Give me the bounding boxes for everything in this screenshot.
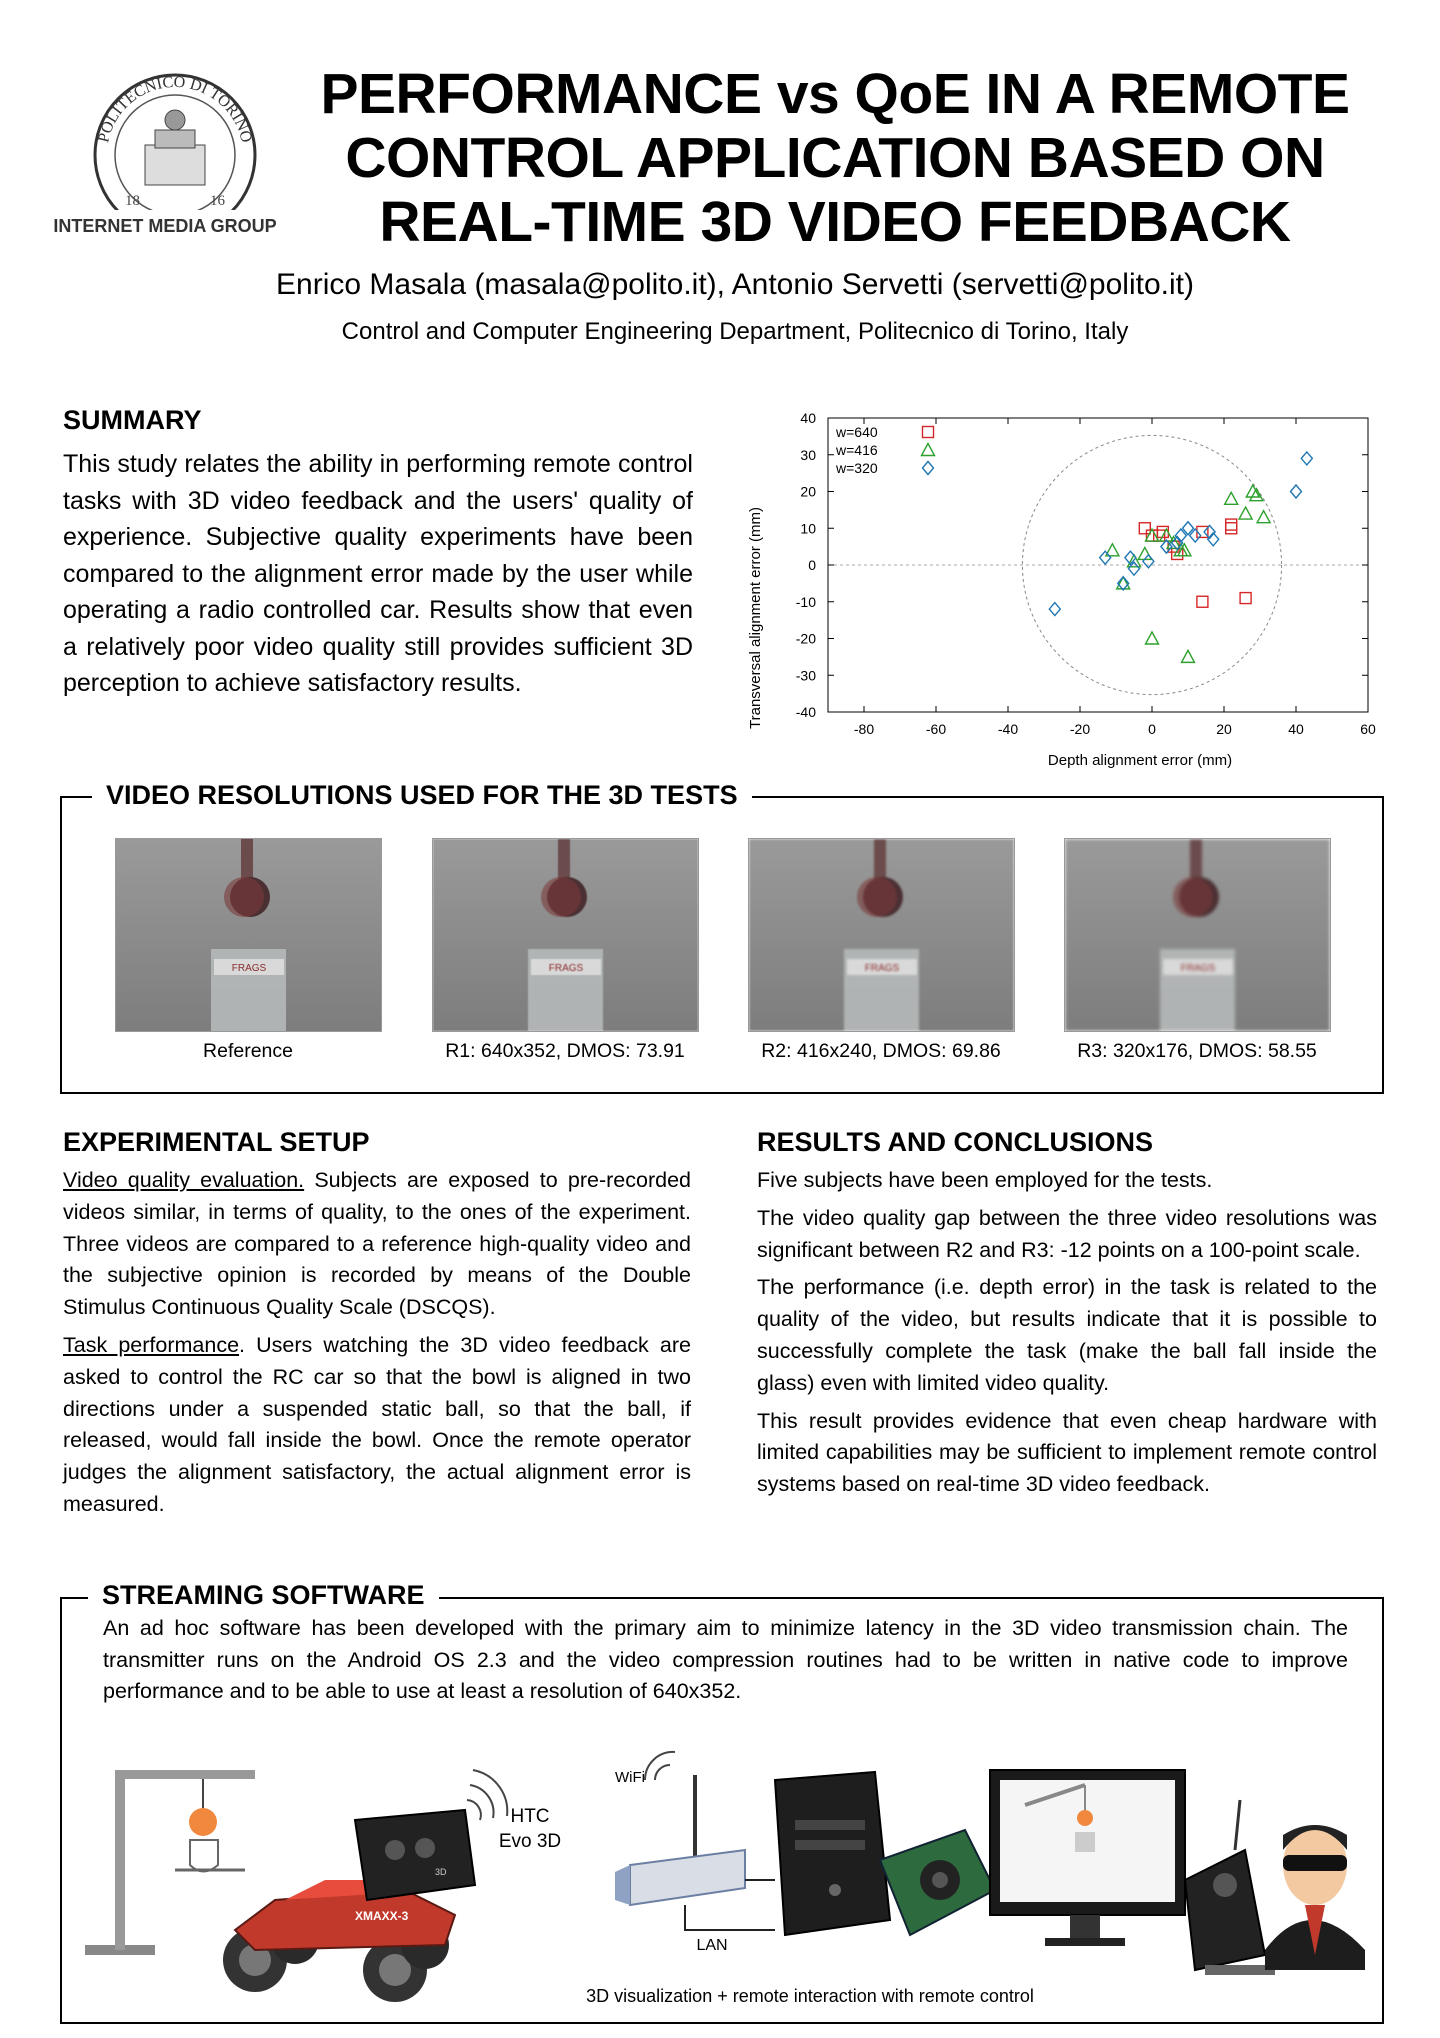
system-illustration xyxy=(75,1740,1370,2015)
x-tick-label: -80 xyxy=(853,721,875,737)
x-tick-label: -60 xyxy=(925,721,947,737)
svg-text:POLITECNICO DI TORINO: POLITECNICO DI TORINO xyxy=(95,73,255,145)
poster-title: PERFORMANCE vs QoE IN A REMOTE CONTROL APPLICATION BASED ON REAL-TIME 3D VIDEO FEEDBACK xyxy=(320,62,1350,254)
wifi-router-icon xyxy=(615,1775,745,1905)
y-tick-label: -10 xyxy=(795,593,816,610)
legend-marker xyxy=(922,444,935,456)
data-point-diamond xyxy=(1143,555,1154,568)
resolution-caption: R3: 320x176, DMOS: 58.55 xyxy=(1077,1040,1317,1062)
y-tick-label: 30 xyxy=(800,446,816,463)
data-point-triangle xyxy=(1146,632,1159,644)
y-tick-label: -20 xyxy=(795,630,816,647)
resolution-caption: R1: 640x352, DMOS: 73.91 xyxy=(445,1040,685,1062)
svg-text:INTERNET MEDIA GROUP: INTERNET MEDIA GROUP xyxy=(53,216,277,236)
y-tick-label: 40 xyxy=(800,410,816,426)
graphics-card-icon xyxy=(880,1830,995,1935)
x-tick-label: 40 xyxy=(1288,721,1304,737)
visualization-caption: 3D visualization + remote interaction with remote control xyxy=(586,1986,1034,2006)
remote-controller-icon xyxy=(1185,1800,1275,1975)
phone-icon xyxy=(355,1810,475,1900)
rc-car-icon xyxy=(223,1880,455,2002)
video-resolutions-heading: VIDEO RESOLUTIONS USED FOR THE 3D TESTS xyxy=(92,780,752,811)
monitor-icon xyxy=(990,1770,1185,1946)
data-point-diamond xyxy=(1291,485,1302,498)
alignment-error-chart xyxy=(740,400,1400,780)
pc-tower-icon xyxy=(775,1772,890,1935)
data-point-square xyxy=(1240,593,1251,604)
y-axis-label: Transversal alignment error (mm) xyxy=(747,507,764,729)
x-tick-label: -20 xyxy=(1069,721,1091,737)
data-point-triangle xyxy=(1239,507,1252,519)
data-point-diamond xyxy=(1100,551,1111,564)
data-point-square xyxy=(1139,523,1150,534)
legend-label: w=320 xyxy=(836,460,878,476)
legend-label: w=416 xyxy=(836,442,878,458)
data-point-square xyxy=(1197,526,1208,537)
svg-text:16: 16 xyxy=(210,193,225,209)
data-point-triangle xyxy=(1138,547,1151,559)
resolution-caption: R2: 416x240, DMOS: 69.86 xyxy=(761,1040,1001,1062)
phone-wifi-waves-icon xyxy=(467,1770,507,1820)
authors: Enrico Masala (masala@polito.it), Antonio Servetti (servetti@polito.it) xyxy=(276,268,1194,301)
streaming-software-text: An ad hoc software has been developed with the primary aim to minimize latency in the 3D video transmission chain. The transmitter runs on the Android OS 2.3 and the video compression routines had to be written in native code to improve performance and to be able to use at least a resolution of 640x352. xyxy=(103,1616,1348,1703)
results-heading: RESULTS AND CONCLUSIONS xyxy=(757,1127,1154,1157)
y-tick-label: 0 xyxy=(808,557,816,573)
y-tick-label: -40 xyxy=(795,704,816,720)
institution-logo xyxy=(45,70,285,250)
results-text: Five subjects have been employed for the tests. The video quality gap between the three video resolutions was significant between R2 and R3: -12 points on a 100-point scale. The performance (i.e. depth error) in the task is related to the quality of the video, but results indicate that it is possible to successfully complete the task (make the ball fall inside the glass) even with limited video quality. This result provides evidence that even cheap hardware with limited capabilities may be sufficient to implement remote control systems based on real-time 3D video feedback. xyxy=(757,1168,1377,1497)
summary-text: This study relates the ability in performing remote control tasks with 3D video feedback and the users' quality of experience. Subjective quality experiments have been compared to the alignment error made by the user while operating a radio controlled car. Results show that even a relatively poor video quality still provides sufficient 3D perception to achieve satisfactory results. xyxy=(63,450,693,697)
x-tick-label: 60 xyxy=(1360,721,1376,737)
experimental-setup-heading: EXPERIMENTAL SETUP xyxy=(63,1127,370,1157)
y-tick-label: 10 xyxy=(800,520,816,537)
experimental-setup-text: Video quality evaluation. Subjects are exposed to pre-recorded videos similar, in terms of quality, to the ones of the experiment. Three videos are compared to a reference high-quality video and the subjective opinion is recorded by means of the Double Stimulus Continuous Quality Scale (DSCQS). Task performance. Users watching the 3D video feedback are asked to control the RC car so that the bowl is aligned in two directions under a suspended static ball, so that the ball, if released, would fall inside the bowl. Once the remote operator judges the alignment satisfactory, the actual alignment error is measured. xyxy=(63,1168,691,1516)
phone-label: HTC xyxy=(510,1806,550,1827)
resolution-caption: Reference xyxy=(203,1040,293,1062)
summary-heading: SUMMARY xyxy=(63,405,202,435)
router-wifi-waves-icon xyxy=(645,1752,675,1780)
video-frame-thumbnail xyxy=(1064,838,1331,1032)
phone-model-label: Evo 3D xyxy=(498,1831,562,1852)
bottle-label: FRAGS xyxy=(1180,963,1216,974)
legend-marker xyxy=(923,427,934,438)
svg-text:XMAXX-3: XMAXX-3 xyxy=(355,1909,409,1923)
x-tick-label: 20 xyxy=(1216,721,1232,737)
data-point-triangle xyxy=(1225,492,1238,504)
legend-label: w=640 xyxy=(836,424,878,440)
video-frame-thumbnail xyxy=(748,838,1015,1032)
bottle-label: FRAGS xyxy=(864,963,900,974)
data-point-triangle xyxy=(1182,650,1195,662)
lan-label: LAN xyxy=(696,1937,728,1954)
bottle-label: FRAGS xyxy=(548,963,584,974)
svg-text:3D: 3D xyxy=(435,1867,447,1877)
data-point-triangle xyxy=(1146,529,1159,541)
wifi-label: WiFi xyxy=(615,1769,645,1786)
video-frame-thumbnail xyxy=(432,838,699,1032)
data-point-square xyxy=(1197,596,1208,607)
x-tick-label: -40 xyxy=(997,721,1019,737)
streaming-software-heading: STREAMING SOFTWARE xyxy=(88,1580,439,1611)
data-point-triangle xyxy=(1257,511,1270,523)
data-point-diamond xyxy=(1301,452,1312,465)
x-tick-label: 0 xyxy=(1148,721,1156,737)
video-frame-thumbnail xyxy=(115,838,382,1032)
data-point-square xyxy=(1226,519,1237,530)
data-point-square xyxy=(1226,523,1237,534)
ball-stand-icon xyxy=(85,1770,255,1955)
bottle-label: FRAGS xyxy=(231,963,267,974)
svg-text:18: 18 xyxy=(125,193,140,209)
data-point-diamond xyxy=(1049,603,1060,616)
legend-marker xyxy=(923,462,934,475)
y-tick-label: -30 xyxy=(795,667,816,684)
x-axis-label: Depth alignment error (mm) xyxy=(1047,752,1233,769)
affiliation: Control and Computer Engineering Department, Politecnico di Torino, Italy xyxy=(341,318,1129,345)
user-avatar-icon xyxy=(1265,1825,1365,1970)
y-tick-label: 20 xyxy=(800,483,816,500)
